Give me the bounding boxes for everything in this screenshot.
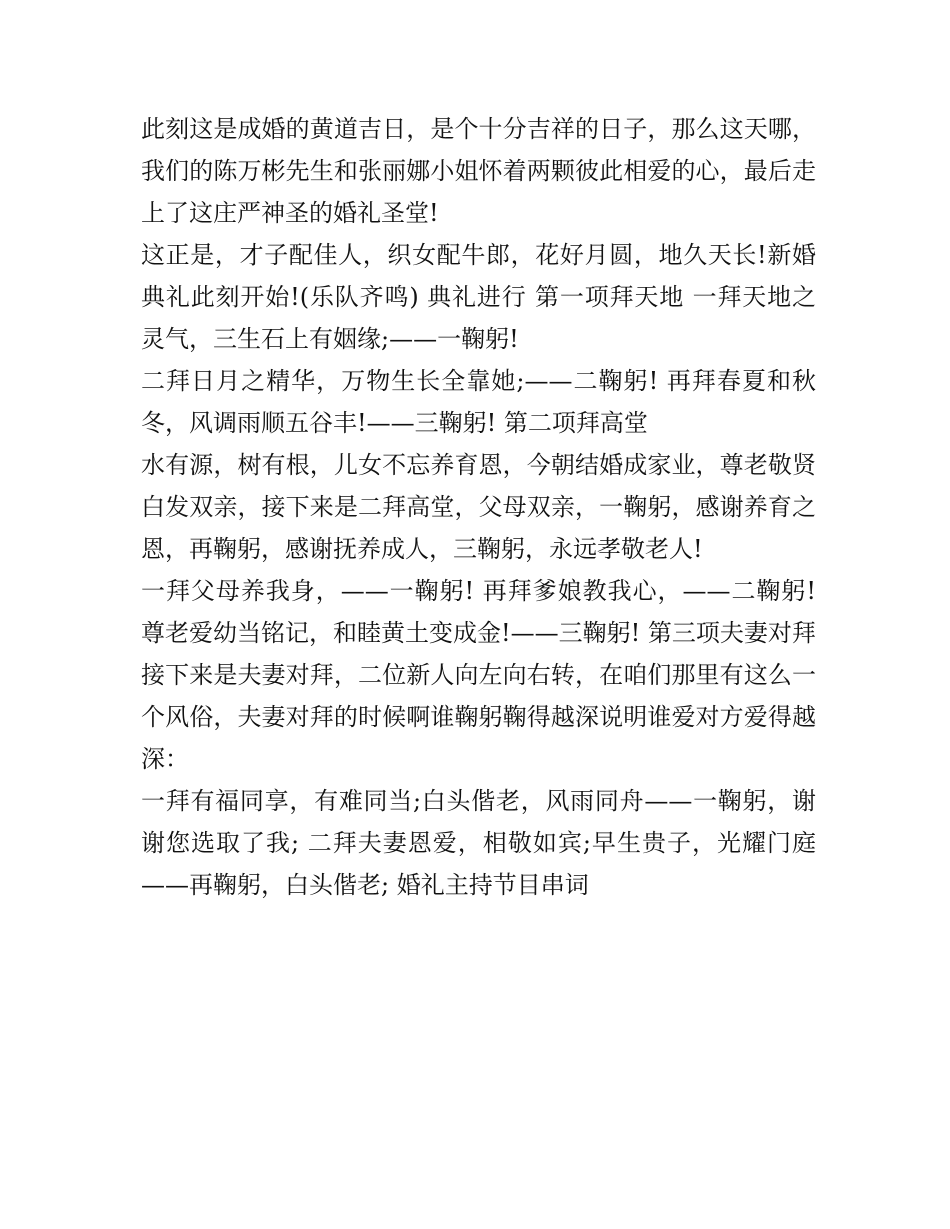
paragraph-1: 此刻这是成婚的黄道吉日，是个十分吉祥的日子，那么这天哪，我们的陈万彬先生和张丽娜小姐怀着两颗彼此相爱的心，最后走上了这庄严神圣的婚礼圣堂!: [141, 115, 816, 227]
paragraph-3: 二拜日月之精华，万物生长全靠她;——二鞠躬! 再拜春夏和秋冬，风调雨顺五谷丰!——三鞠躬! 第二项拜高堂: [141, 367, 816, 437]
document-body: [141, 108, 816, 906]
paragraph-5: 一拜父母养我身，——一鞠躬! 再拜爹娘教我心，——二鞠躬! 尊老爱幼当铭记，和睦黄土变成金!——三鞠躬! 第三项夫妻对拜: [141, 577, 816, 647]
paragraph-2: 这正是，才子配佳人，织女配牛郎，花好月圆，地久天长!新婚典礼此刻开始!(乐队齐鸣) 典礼进行 第一项拜天地 一拜天地之灵气，三生石上有姻缘;——一鞠躬!: [141, 241, 816, 353]
paragraph-4: 水有源，树有根，儿女不忘养育恩，今朝结婚成家业，尊老敬贤白发双亲，接下来是二拜高堂，父母双亲，一鞠躬，感谢养育之恩，再鞠躬，感谢抚养成人，三鞠躬，永远孝敬老人!: [141, 451, 816, 563]
paragraph-6: 接下来是夫妻对拜，二位新人向左向右转，在咱们那里有这么一个风俗，夫妻对拜的时候啊谁鞠躬鞠得越深说明谁爱对方爱得越深：: [141, 661, 816, 773]
paragraph-7: 一拜有福同享，有难同当;白头偕老，风雨同舟——一鞠躬，谢谢您选取了我; 二拜夫妻恩爱，相敬如宾;早生贵子，光耀门庭——再鞠躬，白头偕老; 婚礼主持节目串词: [141, 787, 816, 899]
